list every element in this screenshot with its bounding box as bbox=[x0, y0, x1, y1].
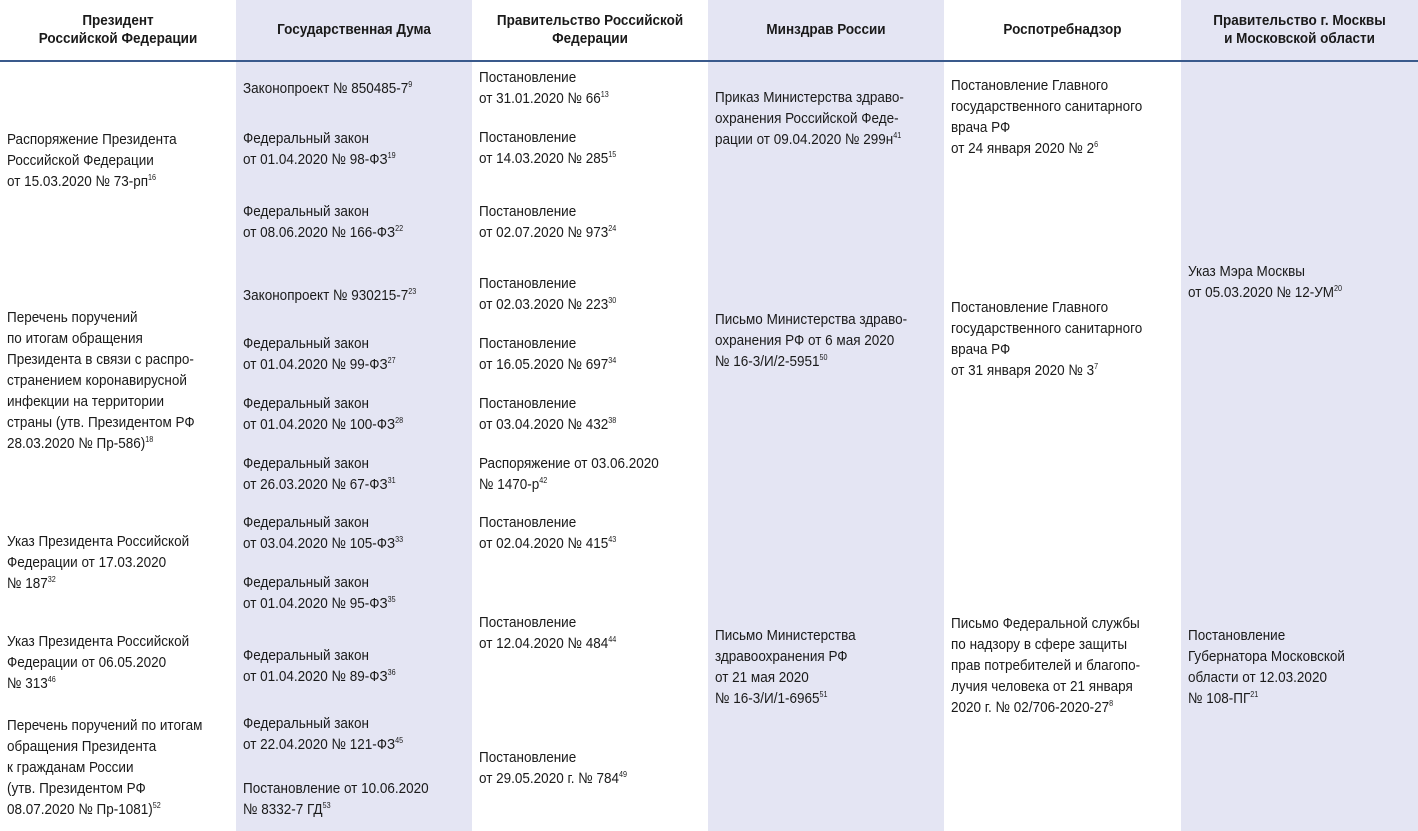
moscow-item: Постановление Губернатора Московской области от 12.03.2020 № 108-ПГ$^{21}$ bbox=[1188, 627, 1345, 707]
duma-item: Федеральный закон от 03.04.2020 № 105-ФЗ$^{33}$ bbox=[243, 514, 404, 552]
header-divider bbox=[0, 60, 1418, 62]
header-minzdrav: Минздрав России bbox=[766, 21, 886, 38]
government-item: Постановление от 29.05.2020 г. № $784^{49}$ bbox=[479, 749, 628, 787]
minzdrav-item: Письмо Министерства здраво- охранения РФ от 6 мая 2020 № 16-3/И/2-5951$^{50}$ bbox=[715, 311, 908, 370]
duma-item: Федеральный закон от 08.06.2020 № 166-ФЗ$^{22}$ bbox=[243, 203, 404, 241]
header-moscow: Правительство г. Москвы и Московской области bbox=[1213, 12, 1386, 47]
column-duma bbox=[236, 0, 472, 831]
column-minzdrav bbox=[708, 0, 944, 831]
column-government bbox=[472, 0, 708, 831]
duma-item: Федеральный закон от 22.04.2020 № 121-ФЗ$^{45}$ bbox=[243, 715, 404, 753]
moscow-item: Указ Мэра Москвы от 05.03.2020 № 12-УМ$^{20}$ bbox=[1188, 263, 1343, 301]
column-moscow bbox=[1181, 0, 1418, 831]
government-item: Постановление от 03.04.2020 № $432^{38}$ bbox=[479, 395, 617, 433]
duma-item: Федеральный закон от 01.04.2020 № 99-ФЗ$^{27}$ bbox=[243, 335, 396, 373]
minzdrav-item: Письмо Министерства здравоохранения РФ от 21 мая 2020 № 16-3/И/1-6965$^{51}$ bbox=[715, 627, 856, 707]
header-rospotreb: Роспотребнадзор bbox=[1003, 21, 1122, 38]
rospotreb-item: Письмо Федеральной службы по надзору в сфере защиты прав потребителей и благопо- лучия человека от 21 января 2020 г. № $02/706-2020-27^8$ bbox=[951, 615, 1141, 716]
government-item: Постановление от 16.05.2020 № $697^{34}$ bbox=[479, 335, 617, 373]
government-item: Постановление от 14.03.2020 № $285^{15}$ bbox=[479, 129, 617, 167]
duma-item: Законопроект № $930215-7^{23}$ bbox=[243, 287, 417, 304]
rospotreb-item: Постановление Главного государственного санитарного врача РФ от 24 января 2020 № $2^6$ bbox=[951, 77, 1143, 157]
duma-item: Федеральный закон от 01.04.2020 № 100-ФЗ$^{28}$ bbox=[243, 395, 404, 433]
government-item: Постановление от 02.07.2020 № $973^{24}$ bbox=[479, 203, 617, 241]
president-item: Перечень поручений по итогам обращения Президента в связи с распро- странением коронавирусной инфекции на территории страны (утв. Президентом РФ 28.03.2020 № Пр-586)$^{18}$ bbox=[7, 309, 195, 452]
president-item: Указ Президента Российской Федерации от 17.03.2020 № $187^{32}$ bbox=[7, 533, 190, 592]
duma-item: Федеральный закон от 01.04.2020 № 95-ФЗ$^{35}$ bbox=[243, 574, 396, 612]
president-item: Указ Президента Российской Федерации от 06.05.2020 № $313^{46}$ bbox=[7, 633, 190, 692]
duma-item: Постановление от 10.06.2020 № 8332-7 ГД$^{53}$ bbox=[243, 780, 429, 818]
president-item: Перечень поручений по итогам обращения Президента к гражданам России (утв. Президентом РФ 08.07.2020 № Пр-1081)$^{52}$ bbox=[7, 717, 203, 818]
header-government: Правительство Российской Федерации bbox=[496, 12, 684, 47]
government-item: Постановление от 02.04.2020 № $415^{43}$ bbox=[479, 514, 617, 552]
header-president: Президент Российской Федерации bbox=[38, 12, 198, 47]
duma-item: Федеральный закон от 01.04.2020 № 98-ФЗ$^{19}$ bbox=[243, 130, 396, 168]
duma-item: Федеральный закон от 26.03.2020 № 67-ФЗ$^{31}$ bbox=[243, 455, 396, 493]
government-item: Постановление от 12.04.2020 № $484^{44}$ bbox=[479, 614, 617, 652]
header-duma: Государственная Дума bbox=[277, 21, 431, 38]
minzdrav-item: Приказ Министерства здраво- охранения Российской Феде- рации от 09.04.2020 № $299н^{41}$ bbox=[715, 89, 904, 148]
column-rospotreb bbox=[944, 0, 1181, 831]
government-item: Постановление от 02.03.2020 № $223^{30}$ bbox=[479, 275, 617, 313]
president-item: Распоряжение Президента Российской Федерации от 15.03.2020 № $73-рп^{16}$ bbox=[7, 131, 177, 190]
rospotreb-item: Постановление Главного государственного санитарного врача РФ от 31 января 2020 № $3^7$ bbox=[951, 299, 1143, 379]
duma-item: Федеральный закон от 01.04.2020 № 89-ФЗ$^{36}$ bbox=[243, 647, 396, 685]
column-president bbox=[0, 0, 236, 831]
government-item: Постановление от 31.01.2020 № $66^{13}$ bbox=[479, 69, 609, 107]
duma-item: Законопроект № $850485-7^9$ bbox=[243, 80, 413, 97]
government-item: Распоряжение от 03.06.2020 № $1470-р^{42}$ bbox=[479, 455, 659, 493]
